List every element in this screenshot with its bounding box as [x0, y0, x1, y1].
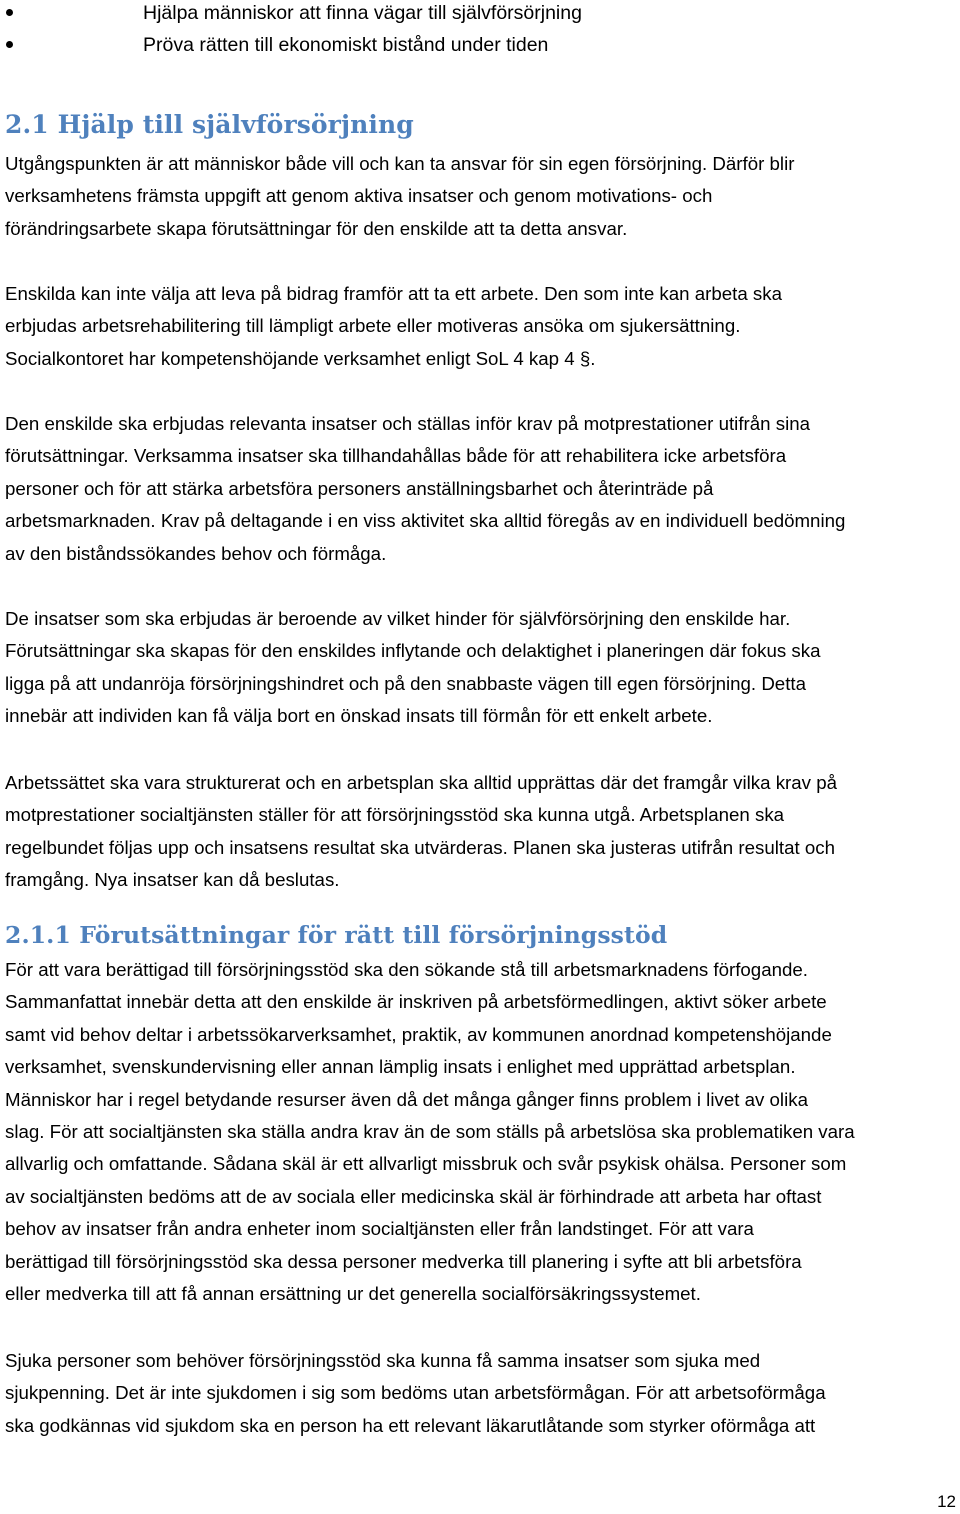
text-line: Utgångspunkten är att människor både vill och kan ta ansvar för sin egen försörjning. Därför blir — [5, 153, 795, 174]
paragraph — [5, 148, 960, 245]
text-line: av socialtjänsten bedöms att de av sociala eller medicinska skäl är förhindrade att arbeta har oftast — [5, 1185, 822, 1207]
text-line: För att vara berättigad till försörjningsstöd ska den sökande stå till arbetsmarknadens förfogande. — [5, 959, 808, 980]
text-line: Enskilda kan inte välja att leva på bidrag framför att ta ett arbete. Den som inte kan arbeta ska — [5, 283, 782, 304]
text-line: behov av insatser från andra enheter inom socialtjänsten eller från landstinget. För att vara — [5, 1218, 754, 1240]
text-line: berättigad till försörjningsstöd ska dessa personer medverka till planering i syfte att bli arbetsföra — [5, 1250, 802, 1272]
text-line: ligga på att undanröja försörjningshindret och på den snabbaste vägen till egen försörjning. Detta — [5, 672, 806, 694]
text-line: innebär att individen kan få välja bort en önskad insats till förmån för ett enkelt arbete. — [5, 705, 713, 727]
section-heading: 2.1 Hjälp till självförsörjning — [5, 110, 414, 139]
text-line: De insatser som ska erbjudas är beroende av vilket hinder för självförsörjning den enskilde har. — [5, 608, 791, 629]
paragraph — [5, 767, 960, 897]
text-line: Sammanfattat innebär detta att den enskilde är inskriven på arbetsförmedlingen, aktivt söker arbete — [5, 991, 827, 1013]
list-item — [0, 0, 960, 32]
paragraph — [5, 954, 960, 1310]
text-line: sjukpenning. Det är inte sjukdomen i sig som bedöms utan arbetsförmågan. För att arbetsoförmåga — [5, 1382, 826, 1404]
text-line: motprestationer socialtjänsten ställer för att försörjningsstöd ska kunna utgå. Arbetsplanen ska — [5, 804, 785, 826]
subsection-heading: 2.1.1 Förutsättningar för rätt till försörjningsstöd — [5, 921, 668, 949]
text-line: Förutsättningar ska skapas för den enskildes inflytande och delaktighet i planeringen där fokus ska — [5, 640, 821, 662]
list-item — [0, 32, 960, 64]
paragraph — [5, 1345, 960, 1442]
text-line: slag. För att socialtjänsten ska ställa andra krav än de som ställs på arbetslösa ska problematiken vara — [5, 1120, 855, 1142]
text-line: Den enskilde ska erbjudas relevanta insatser och ställas inför krav på motprestationer utifrån sina — [5, 413, 811, 434]
list-item-text: Pröva rätten till ekonomiskt bistånd under tiden — [143, 34, 549, 56]
text-line: Människor har i regel betydande resurser även då det många gånger finns problem i livet av olika — [5, 1088, 808, 1110]
text-line: Socialkontoret har kompetenshöjande verksamhet enligt SoL 4 kap 4 §. — [5, 347, 596, 369]
text-line: förändringsarbete skapa förutsättningar för den enskilde att ta detta ansvar. — [5, 217, 628, 239]
text-line: erbjudas arbetsrehabilitering till lämpligt arbete eller motiveras ansöka om sjukersättning. — [5, 315, 741, 337]
text-line: samt vid behov deltar i arbetssökarverksamhet, praktik, av kommunen anordnad kompetenshöjande — [5, 1023, 832, 1045]
text-line: allvarlig och omfattande. Sådana skäl är ett allvarligt missbruk och svår psykisk ohälsa. Personer som — [5, 1153, 847, 1175]
text-line: förutsättningar. Verksamma insatser ska tillhandahållas både för att rehabilitera icke arbetsföra — [5, 445, 787, 467]
text-line: personer och för att stärka arbetsföra personers anställningsbarhet och återinträde på — [5, 477, 714, 499]
paragraph — [5, 408, 960, 570]
bullet-list — [0, 0, 960, 64]
bullet-icon — [6, 41, 13, 48]
page-number: 12 — [937, 1492, 956, 1511]
text-line: verksamhet, svenskundervisning eller annan lämplig insats i enlighet med upprättad arbetsplan. — [5, 1056, 796, 1078]
text-line: Sjuka personer som behöver försörjningsstöd ska kunna få samma insatser som sjuka med — [5, 1350, 761, 1371]
text-line: regelbundet följas upp och insatsens resultat ska utvärderas. Planen ska justeras utifrån resultat och — [5, 836, 835, 858]
text-line: framgång. Nya insatser kan då beslutas. — [5, 869, 340, 891]
list-item-text: Hjälpa människor att finna vägar till självförsörjning — [143, 2, 582, 24]
text-line: eller medverka till att få annan ersättning ur det generella socialförsäkringssystemet. — [5, 1282, 701, 1304]
bullet-icon — [6, 9, 13, 16]
paragraph — [5, 603, 960, 733]
text-line: ska godkännas vid sjukdom ska en person ha ett relevant läkarutlåtande som styrker oförmåga att — [5, 1414, 816, 1436]
text-line: Arbetssättet ska vara strukturerat och en arbetsplan ska alltid upprättas där det framgår vilka krav på — [5, 772, 837, 793]
paragraph — [5, 278, 960, 375]
text-line: av den biståndssökandes behov och förmåga. — [5, 542, 387, 564]
text-line: arbetsmarknaden. Krav på deltagande i en viss aktivitet ska alltid föregås av en individuell bedömning — [5, 510, 846, 532]
text-line: verksamhetens främsta uppgift att genom aktiva insatser och genom motivations- och — [5, 185, 713, 207]
